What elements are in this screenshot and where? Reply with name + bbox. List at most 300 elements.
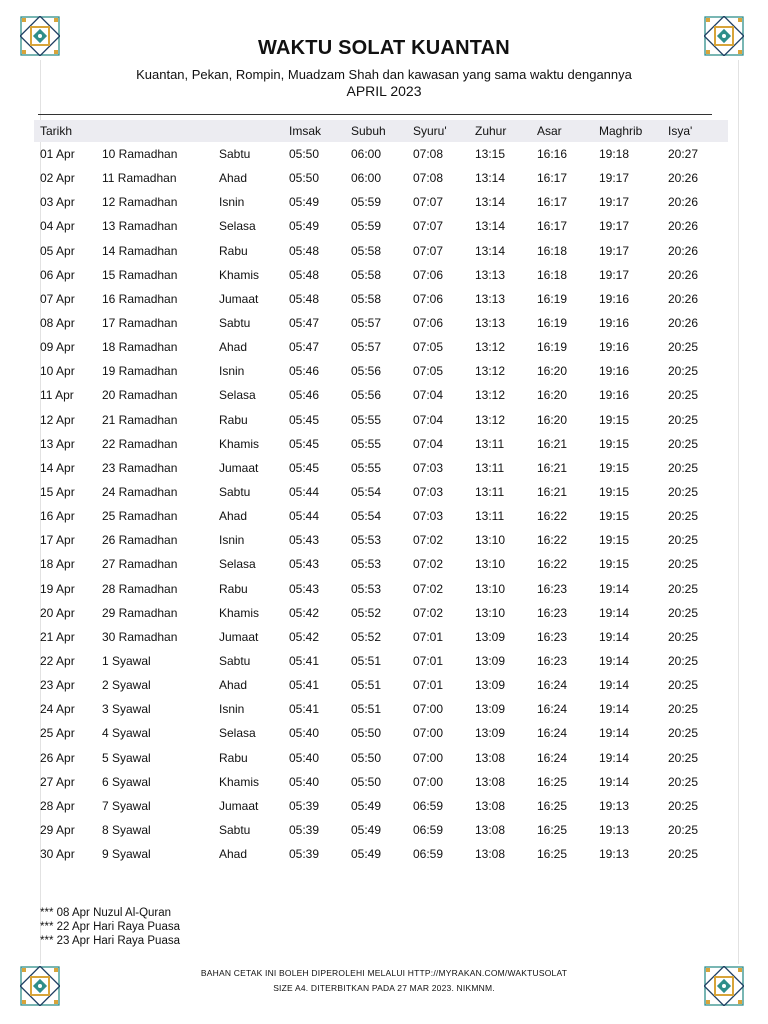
cell-imsak: 05:45 (289, 412, 320, 427)
prayer-times-table-wrap (34, 120, 728, 866)
cell-syuruk: 07:06 (413, 267, 444, 282)
cell-date: 09 Apr (40, 340, 75, 355)
table-row (34, 697, 728, 721)
cell-isyak: 20:26 (668, 195, 699, 210)
cell-asar: 16:22 (537, 533, 568, 548)
cell-date: 07 Apr (40, 291, 75, 306)
cell-date: 10 Apr (40, 364, 75, 379)
cell-hijri: 7 Syawal (102, 798, 151, 813)
cell-zuhur: 13:13 (475, 291, 506, 306)
cell-date: 03 Apr (40, 195, 75, 210)
cell-syuruk: 07:05 (413, 364, 444, 379)
cell-imsak: 05:43 (289, 533, 320, 548)
cell-date: 02 Apr (40, 171, 75, 186)
cell-date: 28 Apr (40, 798, 75, 813)
cell-subuh: 05:54 (351, 509, 382, 524)
cell-isyak: 20:25 (668, 460, 699, 475)
cell-syuruk: 07:00 (413, 774, 444, 789)
cell-maghrib: 19:17 (599, 171, 630, 186)
cell-day: Jumaat (219, 460, 259, 475)
cell-subuh: 05:58 (351, 267, 382, 282)
table-row (34, 577, 728, 601)
cell-asar: 16:17 (537, 171, 568, 186)
table-row (34, 383, 728, 407)
cell-asar: 16:21 (537, 460, 568, 475)
cell-day: Ahad (219, 847, 248, 862)
cell-hijri: 19 Ramadhan (102, 364, 178, 379)
cell-asar: 16:24 (537, 678, 568, 693)
cell-day: Khamis (219, 267, 260, 282)
cell-zuhur: 13:08 (475, 823, 506, 837)
cell-imsak: 05:46 (289, 388, 320, 403)
cell-isyak: 20:25 (668, 557, 699, 572)
cell-isyak: 20:25 (668, 485, 699, 500)
cell-subuh: 05:59 (351, 195, 382, 210)
cell-asar: 16:23 (537, 629, 568, 644)
cell-date: 20 Apr (40, 605, 75, 620)
cell-syuruk: 07:03 (413, 485, 444, 500)
cell-subuh: 06:00 (351, 147, 382, 162)
cell-day: Isnin (219, 364, 245, 379)
cell-isyak: 20:26 (668, 243, 699, 258)
column-header-date: Tarikh (40, 124, 73, 138)
table-row (34, 287, 728, 311)
cell-imsak: 05:49 (289, 219, 320, 234)
cell-day: Sabtu (219, 316, 251, 331)
table-row (34, 649, 728, 673)
cell-asar: 16:19 (537, 340, 568, 355)
cell-date: 12 Apr (40, 412, 75, 427)
cell-zuhur: 13:11 (475, 460, 505, 475)
column-header-zuhur: Zuhur (475, 124, 507, 138)
cell-zuhur: 13:08 (475, 750, 506, 765)
cell-maghrib: 19:14 (599, 750, 630, 765)
table-row (34, 311, 728, 335)
cell-day: Sabtu (219, 823, 251, 837)
cell-date: 04 Apr (40, 219, 75, 234)
cell-hijri: 2 Syawal (102, 678, 151, 693)
cell-isyak: 20:26 (668, 171, 699, 186)
cell-zuhur: 13:13 (475, 267, 506, 282)
cell-date: 05 Apr (40, 243, 75, 258)
cell-asar: 16:23 (537, 605, 568, 620)
cell-maghrib: 19:17 (599, 267, 630, 282)
cell-date: 15 Apr (40, 485, 75, 500)
cell-subuh: 05:51 (351, 654, 382, 669)
cell-zuhur: 13:14 (475, 243, 506, 258)
table-row (34, 408, 728, 432)
cell-subuh: 05:56 (351, 388, 382, 403)
cell-zuhur: 13:11 (475, 509, 505, 524)
cell-maghrib: 19:16 (599, 316, 630, 331)
cell-maghrib: 19:15 (599, 557, 630, 572)
cell-syuruk: 07:07 (413, 243, 444, 258)
cell-syuruk: 07:02 (413, 581, 444, 596)
cell-isyak: 20:25 (668, 340, 699, 355)
cell-subuh: 05:49 (351, 847, 382, 862)
column-header-isyak: Isya' (668, 124, 693, 138)
cell-maghrib: 19:15 (599, 412, 630, 427)
cell-zuhur: 13:12 (475, 412, 506, 427)
cell-maghrib: 19:14 (599, 605, 630, 620)
cell-day: Isnin (219, 533, 245, 548)
cell-isyak: 20:25 (668, 750, 699, 765)
cell-subuh: 05:49 (351, 823, 382, 837)
cell-date: 08 Apr (40, 316, 75, 331)
cell-date: 21 Apr (40, 629, 75, 644)
cell-zuhur: 13:13 (475, 316, 506, 331)
cell-hijri: 6 Syawal (102, 774, 151, 789)
cell-subuh: 05:55 (351, 460, 382, 475)
cell-day: Khamis (219, 774, 260, 789)
cell-isyak: 20:25 (668, 364, 699, 379)
cell-subuh: 05:51 (351, 678, 382, 693)
cell-day: Rabu (219, 750, 248, 765)
cell-maghrib: 19:16 (599, 364, 630, 379)
cell-syuruk: 07:03 (413, 509, 444, 524)
cell-syuruk: 07:02 (413, 605, 444, 620)
table-row (34, 721, 728, 745)
cell-zuhur: 13:14 (475, 195, 506, 210)
cell-maghrib: 19:14 (599, 726, 630, 741)
cell-imsak: 05:43 (289, 581, 320, 596)
cell-subuh: 05:57 (351, 316, 382, 331)
cell-zuhur: 13:12 (475, 340, 506, 355)
cell-isyak: 20:27 (668, 147, 699, 162)
table-body (34, 142, 728, 866)
cell-isyak: 20:25 (668, 654, 699, 669)
cell-hijri: 3 Syawal (102, 702, 151, 717)
cell-asar: 16:25 (537, 823, 568, 837)
cell-isyak: 20:26 (668, 316, 699, 331)
cell-zuhur: 13:15 (475, 147, 506, 162)
table-row (34, 335, 728, 359)
cell-subuh: 05:53 (351, 533, 382, 548)
table-row (34, 794, 728, 818)
cell-subuh: 05:49 (351, 798, 382, 813)
cell-zuhur: 13:08 (475, 798, 506, 813)
cell-isyak: 20:25 (668, 798, 699, 813)
cell-asar: 16:22 (537, 509, 568, 524)
cell-asar: 16:20 (537, 388, 568, 403)
cell-imsak: 05:50 (289, 171, 320, 186)
cell-imsak: 05:40 (289, 726, 320, 741)
cell-isyak: 20:25 (668, 823, 699, 837)
notes-section (40, 906, 180, 948)
cell-maghrib: 19:15 (599, 509, 630, 524)
cell-imsak: 05:47 (289, 340, 320, 355)
cell-day: Jumaat (219, 291, 259, 306)
cell-maghrib: 19:13 (599, 823, 630, 837)
cell-isyak: 20:25 (668, 605, 699, 620)
cell-isyak: 20:25 (668, 581, 699, 596)
cell-asar: 16:23 (537, 581, 568, 596)
cell-syuruk: 07:07 (413, 219, 444, 234)
cell-zuhur: 13:14 (475, 171, 506, 186)
cell-hijri: 15 Ramadhan (102, 267, 178, 282)
cell-zuhur: 13:09 (475, 702, 506, 717)
page-subtitle: Kuantan, Pekan, Rompin, Muadzam Shah dan kawasan yang sama waktu dengannya (136, 67, 632, 82)
cell-hijri: 12 Ramadhan (102, 195, 178, 210)
cell-day: Selasa (219, 219, 256, 234)
cell-hijri: 20 Ramadhan (102, 388, 178, 403)
table-header-row (34, 120, 728, 142)
cell-date: 24 Apr (40, 702, 75, 717)
cell-subuh: 05:59 (351, 219, 382, 234)
cell-maghrib: 19:17 (599, 195, 630, 210)
cell-day: Rabu (219, 243, 248, 258)
cell-asar: 16:19 (537, 291, 568, 306)
prayer-times-table (34, 120, 728, 866)
cell-hijri: 24 Ramadhan (102, 485, 178, 500)
table-row (34, 142, 728, 166)
table-row (34, 190, 728, 214)
cell-zuhur: 13:10 (475, 557, 506, 572)
cell-maghrib: 19:14 (599, 774, 630, 789)
cell-asar: 16:19 (537, 316, 568, 331)
cell-maghrib: 19:17 (599, 219, 630, 234)
cell-syuruk: 07:03 (413, 460, 444, 475)
cell-imsak: 05:39 (289, 847, 320, 862)
cell-isyak: 20:25 (668, 702, 699, 717)
cell-day: Jumaat (219, 629, 259, 644)
cell-subuh: 06:00 (351, 171, 382, 186)
cell-isyak: 20:26 (668, 291, 699, 306)
cell-imsak: 05:49 (289, 195, 320, 210)
cell-maghrib: 19:15 (599, 485, 630, 500)
table-row (34, 239, 728, 263)
cell-date: 14 Apr (40, 460, 75, 475)
cell-maghrib: 19:18 (599, 147, 630, 162)
column-header-hijri (96, 120, 213, 142)
month-label: APRIL 2023 (346, 83, 422, 99)
cell-hijri: 23 Ramadhan (102, 460, 178, 475)
cell-zuhur: 13:09 (475, 654, 506, 669)
cell-syuruk: 06:59 (413, 798, 444, 813)
cell-syuruk: 07:06 (413, 316, 444, 331)
cell-syuruk: 07:04 (413, 412, 444, 427)
cell-syuruk: 06:59 (413, 847, 444, 862)
cell-day: Khamis (219, 605, 260, 620)
cell-syuruk: 07:04 (413, 436, 444, 451)
cell-imsak: 05:42 (289, 605, 320, 620)
cell-subuh: 05:55 (351, 412, 382, 427)
table-row (34, 214, 728, 238)
cell-day: Isnin (219, 195, 245, 210)
cell-day: Ahad (219, 509, 248, 524)
cell-date: 19 Apr (40, 581, 75, 596)
cell-asar: 16:18 (537, 267, 568, 282)
cell-asar: 16:16 (537, 147, 568, 162)
cell-syuruk: 07:00 (413, 726, 444, 741)
cell-asar: 16:25 (537, 798, 568, 813)
cell-date: 13 Apr (40, 436, 75, 451)
cell-syuruk: 07:06 (413, 291, 444, 306)
cell-syuruk: 07:00 (413, 750, 444, 765)
cell-asar: 16:24 (537, 750, 568, 765)
cell-subuh: 05:51 (351, 702, 382, 717)
cell-day: Selasa (219, 388, 256, 403)
cell-imsak: 05:45 (289, 460, 320, 475)
cell-day: Rabu (219, 581, 248, 596)
table-row (34, 746, 728, 770)
cell-subuh: 05:52 (351, 605, 382, 620)
cell-syuruk: 07:02 (413, 533, 444, 548)
cell-date: 17 Apr (40, 533, 75, 548)
cell-maghrib: 19:15 (599, 460, 630, 475)
note-item: *** 08 Apr Nuzul Al-Quran (40, 907, 172, 919)
cell-day: Sabtu (219, 147, 251, 162)
cell-asar: 16:24 (537, 702, 568, 717)
cell-hijri: 1 Syawal (102, 654, 151, 669)
cell-subuh: 05:53 (351, 581, 382, 596)
cell-subuh: 05:58 (351, 291, 382, 306)
cell-isyak: 20:25 (668, 533, 699, 548)
cell-maghrib: 19:14 (599, 629, 630, 644)
cell-subuh: 05:50 (351, 726, 382, 741)
cell-zuhur: 13:09 (475, 678, 506, 693)
cell-imsak: 05:47 (289, 316, 320, 331)
cell-hijri: 9 Syawal (102, 847, 151, 862)
cell-zuhur: 13:11 (475, 436, 505, 451)
table-row (34, 818, 728, 842)
cell-hijri: 13 Ramadhan (102, 219, 178, 234)
cell-isyak: 20:25 (668, 509, 699, 524)
cell-day: Rabu (219, 412, 248, 427)
cell-syuruk: 07:01 (413, 629, 444, 644)
cell-asar: 16:18 (537, 243, 568, 258)
page-border-right (738, 60, 739, 964)
cell-isyak: 20:25 (668, 412, 699, 427)
cell-subuh: 05:56 (351, 364, 382, 379)
cell-syuruk: 07:08 (413, 147, 444, 162)
cell-day: Sabtu (219, 654, 251, 669)
cell-imsak: 05:40 (289, 774, 320, 789)
note-item: *** 22 Apr Hari Raya Puasa (40, 921, 180, 933)
cell-imsak: 05:43 (289, 557, 320, 572)
cell-zuhur: 13:14 (475, 219, 506, 234)
cell-syuruk: 07:00 (413, 702, 444, 717)
cell-subuh: 05:50 (351, 750, 382, 765)
table-row (34, 601, 728, 625)
cell-maghrib: 19:15 (599, 533, 630, 548)
cell-imsak: 05:48 (289, 243, 320, 258)
cell-hijri: 21 Ramadhan (102, 412, 178, 427)
cell-asar: 16:25 (537, 847, 568, 862)
cell-asar: 16:20 (537, 364, 568, 379)
cell-hijri: 29 Ramadhan (102, 605, 178, 620)
cell-zuhur: 13:10 (475, 605, 506, 620)
cell-zuhur: 13:12 (475, 388, 506, 403)
column-header-subuh: Subuh (351, 124, 386, 138)
cell-isyak: 20:25 (668, 436, 699, 451)
cell-maghrib: 19:13 (599, 847, 630, 862)
cell-subuh: 05:53 (351, 557, 382, 572)
cell-day: Selasa (219, 726, 256, 741)
table-row (34, 842, 728, 866)
cell-isyak: 20:25 (668, 678, 699, 693)
cell-hijri: 25 Ramadhan (102, 509, 178, 524)
cell-syuruk: 07:07 (413, 195, 444, 210)
cell-date: 22 Apr (40, 654, 75, 669)
table-row (34, 456, 728, 480)
cell-zuhur: 13:10 (475, 533, 506, 548)
cell-isyak: 20:25 (668, 726, 699, 741)
cell-day: Ahad (219, 171, 248, 186)
cell-date: 29 Apr (40, 823, 75, 837)
table-row (34, 480, 728, 504)
cell-subuh: 05:52 (351, 629, 382, 644)
column-header-syuruk: Syuru' (413, 124, 447, 138)
cell-zuhur: 13:09 (475, 629, 506, 644)
cell-asar: 16:21 (537, 436, 568, 451)
table-row (34, 528, 728, 552)
cell-imsak: 05:41 (289, 702, 320, 717)
column-header-maghrib: Maghrib (599, 124, 643, 138)
cell-subuh: 05:50 (351, 774, 382, 789)
table-row (34, 673, 728, 697)
page-title: WAKTU SOLAT KUANTAN (258, 37, 510, 59)
table-row (34, 359, 728, 383)
cell-hijri: 18 Ramadhan (102, 340, 178, 355)
cell-isyak: 20:25 (668, 774, 699, 789)
cell-date: 30 Apr (40, 847, 75, 862)
cell-subuh: 05:57 (351, 340, 382, 355)
cell-syuruk: 07:05 (413, 340, 444, 355)
cell-zuhur: 13:12 (475, 364, 506, 379)
cell-maghrib: 19:16 (599, 291, 630, 306)
cell-hijri: 28 Ramadhan (102, 581, 178, 596)
cell-imsak: 05:40 (289, 750, 320, 765)
cell-asar: 16:25 (537, 774, 568, 789)
cell-hijri: 16 Ramadhan (102, 291, 178, 306)
table-row (34, 263, 728, 287)
cell-asar: 16:20 (537, 412, 568, 427)
cell-date: 01 Apr (40, 147, 75, 162)
table-row (34, 770, 728, 794)
cell-hijri: 11 Ramadhan (102, 171, 177, 186)
cell-imsak: 05:44 (289, 485, 320, 500)
table-row (34, 504, 728, 528)
cell-day: Ahad (219, 678, 248, 693)
table-row (34, 552, 728, 576)
cell-maghrib: 19:14 (599, 678, 630, 693)
cell-date: 18 Apr (40, 557, 75, 572)
cell-imsak: 05:44 (289, 509, 320, 524)
cell-day: Jumaat (219, 798, 259, 813)
cell-asar: 16:17 (537, 195, 568, 210)
cell-day: Ahad (219, 340, 248, 355)
cell-hijri: 17 Ramadhan (102, 316, 178, 331)
cell-isyak: 20:26 (668, 267, 699, 282)
cell-hijri: 8 Syawal (102, 823, 151, 837)
cell-date: 06 Apr (40, 267, 75, 282)
cell-hijri: 22 Ramadhan (102, 436, 178, 451)
cell-date: 11 Apr (40, 388, 74, 403)
cell-imsak: 05:41 (289, 654, 320, 669)
cell-zuhur: 13:09 (475, 726, 506, 741)
cell-date: 25 Apr (40, 726, 75, 741)
cell-date: 26 Apr (40, 750, 75, 765)
cell-subuh: 05:58 (351, 243, 382, 258)
cell-hijri: 26 Ramadhan (102, 533, 178, 548)
cell-subuh: 05:55 (351, 436, 382, 451)
cell-day: Selasa (219, 557, 256, 572)
cell-hijri: 14 Ramadhan (102, 243, 178, 258)
cell-maghrib: 19:14 (599, 581, 630, 596)
cell-asar: 16:24 (537, 726, 568, 741)
cell-hijri: 10 Ramadhan (102, 147, 178, 162)
